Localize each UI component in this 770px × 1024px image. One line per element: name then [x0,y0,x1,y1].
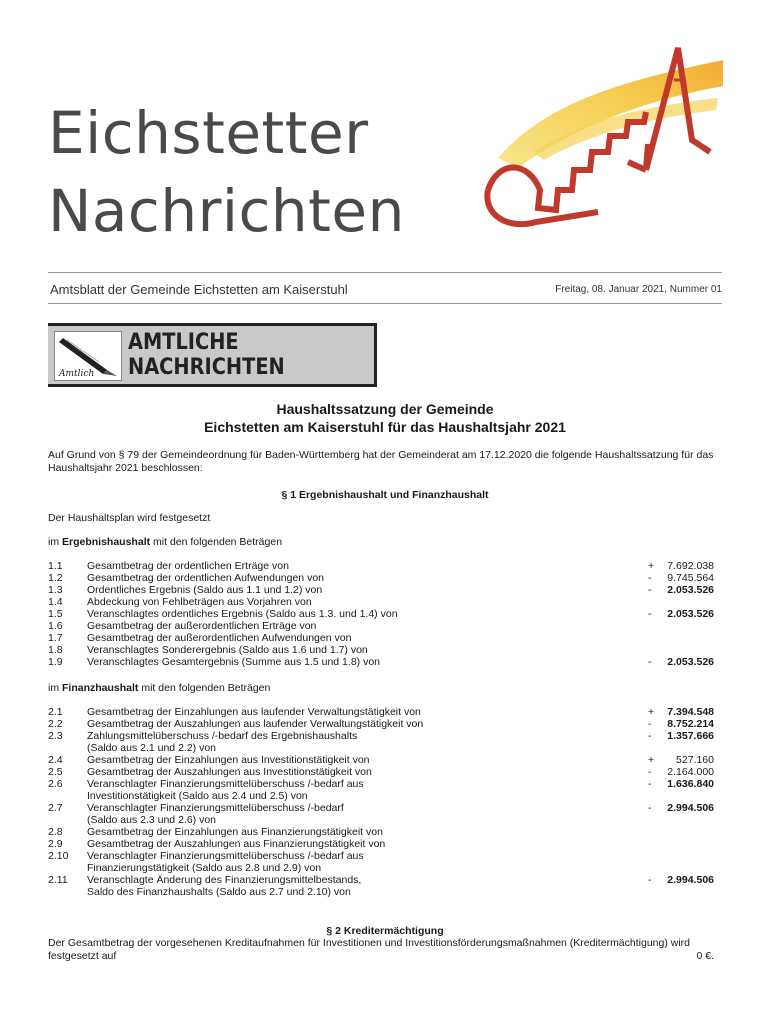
item-number: 1.7 [48,632,63,644]
item-number: 2.4 [48,754,63,766]
article-title-line2: Eichstetten am Kaiserstuhl für das Haushaltsjahr 2021 [204,419,566,435]
section2-heading: § 2 Kreditermächtigung [326,925,444,937]
banner-label [128,330,285,380]
masthead-title-line2: Nachrichten [48,177,405,245]
item-text: Gesamtbetrag der außerordentlichen Erträge von [87,620,317,632]
item-text: Zahlungsmittelüberschuss /-bedarf des Ergebnishaushalts (Saldo aus 2.1 und 2.2) von [87,730,358,755]
item-text: Veranschlagtes Sonderergebnis (Saldo aus 1.6 und 1.7) von [87,644,368,656]
section2-text: Der Gesamtbetrag der vorgesehenen Kreditaufnahmen für Investitionen und Investitionsförderungsmaßnahmen (Kreditermächtigung) wird festgesetzt auf [48,937,691,962]
item-value: 2.053.526 [667,608,714,620]
list-item [48,826,722,838]
finanz-intro-suffix: mit den folgenden Beträgen [138,682,271,694]
item-number: 1.4 [48,596,63,608]
item-text: Veranschlagtes ordentliches Ergebnis (Saldo aus 1.3. und 1.4) von [87,608,398,620]
item-text: Gesamtbetrag der Auszahlungen aus Investitionstätigkeit von [87,766,372,778]
list-item [48,596,722,608]
item-value: 9.745.564 [667,572,714,584]
item-text: Gesamtbetrag der Auszahlungen aus laufender Verwaltungstätigkeit von [87,718,424,730]
item-text: Gesamtbetrag der ordentlichen Aufwendungen von [87,572,324,584]
item-sign: - [648,718,652,730]
list-item [48,850,722,875]
item-value: 7.394.548 [667,706,714,718]
item-number: 2.10 [48,850,69,862]
item-number: 2.9 [48,838,63,850]
article-intro: Auf Grund von § 79 der Gemeindeordnung für Baden-Württemberg hat der Gemeinderat am 17.12.2020 die folgende Haushaltssatzung für das Haushaltsjahr 2021 beschlossen: [48,449,714,474]
item-text: Gesamtbetrag der Einzahlungen aus laufender Verwaltungstätigkeit von [87,706,421,718]
item-value: 2.164.000 [667,766,714,778]
section1-heading: § 1 Ergebnishaushalt und Finanzhaushalt [281,489,489,501]
ergebnis-intro-bold: Ergebnishaushalt [62,536,151,548]
plan-text: Der Haushaltsplan wird festgesetzt [48,512,211,524]
item-number: 1.9 [48,656,63,668]
item-text: Gesamtbetrag der ordentlichen Erträge von [87,560,289,572]
list-item [48,838,722,850]
list-item [48,718,722,730]
finanz-intro-bold: Finanzhaushalt [62,682,139,694]
item-text: Veranschlagte Änderung des Finanzierungsmittelbestands, Saldo des Finanzhaushalts (Saldo aus 2.7 und 2.10) von [87,874,362,899]
list-item [48,620,722,632]
item-value: 2.053.526 [667,584,714,596]
item-number: 1.6 [48,620,63,632]
item-value: 2.053.526 [667,656,714,668]
item-value: 7.692.038 [667,560,714,572]
banner-line1: AMTLICHE [128,330,239,355]
masthead-rule-top [48,272,722,273]
ergebnis-intro [48,536,282,548]
list-item [48,730,722,755]
item-text: Gesamtbetrag der außerordentlichen Aufwendungen von [87,632,352,644]
item-text: Veranschlagtes Gesamtergebnis (Summe aus 1.5 und 1.8) von [87,656,380,668]
ergebnis-intro-prefix: im [48,536,62,548]
item-number: 1.8 [48,644,63,656]
item-text: Gesamtbetrag der Auszahlungen aus Finanzierungstätigkeit von [87,838,386,850]
masthead-subtitle: Amtsblatt der Gemeinde Eichstetten am Kaiserstuhl [50,282,348,297]
list-item [48,644,722,656]
item-number: 2.5 [48,766,63,778]
list-item [48,754,722,766]
item-text: Veranschlagter Finanzierungsmittelüberschuss /-bedarf aus Investitionstätigkeit (Saldo aus 2.4 und 2.5) von [87,778,364,803]
finanz-intro-prefix: im [48,682,62,694]
article-title-line1: Haushaltssatzung der Gemeinde [276,401,494,417]
item-text: Gesamtbetrag der Einzahlungen aus Investitionstätigkeit von [87,754,370,766]
list-item [48,874,722,899]
town-logo-icon [478,40,728,240]
item-sign: - [648,766,652,778]
ergebnis-intro-suffix: mit den folgenden Beträgen [150,536,283,548]
item-sign: - [648,584,652,596]
item-sign: - [648,778,652,790]
item-sign: - [648,572,652,584]
item-text: Abdeckung von Fehlbeträgen aus Vorjahren von [87,596,312,608]
list-item [48,706,722,718]
item-number: 1.1 [48,560,63,572]
item-value: 8.752.214 [667,718,714,730]
list-item [48,560,722,572]
item-text: Ordentliches Ergebnis (Saldo aus 1.1 und 1.2) von [87,584,323,596]
item-value: 1.357.666 [667,730,714,742]
item-value: 527.160 [676,754,714,766]
masthead-title-line1: Eichstetter [48,99,369,167]
item-number: 2.2 [48,718,63,730]
list-item [48,608,722,620]
item-sign: + [648,754,655,766]
list-item [48,584,722,596]
item-number: 2.3 [48,730,63,742]
masthead-rule-bottom [48,303,722,304]
item-number: 2.1 [48,706,63,718]
item-text: Gesamtbetrag der Einzahlungen aus Finanzierungstätigkeit von [87,826,383,838]
item-sign: - [648,730,652,742]
item-sign: - [648,656,652,668]
item-text: Veranschlagter Finanzierungsmittelüberschuss /-bedarf (Saldo aus 2.3 und 2.6) von [87,802,344,827]
list-item [48,778,722,803]
section2-value: 0 €. [696,950,714,962]
item-text: Veranschlagter Finanzierungsmittelüberschuss /-bedarf aus Finanzierungstätigkeit (Saldo aus 2.8 und 2.9) von [87,850,364,875]
item-value: 1.636.840 [667,778,714,790]
icon-caption: Amtlich [59,369,95,379]
item-number: 2.6 [48,778,63,790]
item-value: 2.994.506 [667,874,714,886]
item-sign: + [648,560,655,572]
item-number: 2.11 [48,874,68,886]
item-number: 1.3 [48,584,63,596]
list-item [48,656,722,668]
list-item [48,802,722,827]
item-sign: - [648,802,652,814]
masthead-subline [50,282,722,300]
item-number: 2.8 [48,826,63,838]
amtliche-nachrichten-banner [48,323,377,387]
item-number: 1.5 [48,608,63,620]
issue-date: Freitag, 08. Januar 2021, Nummer 01 [555,284,722,295]
item-sign: + [648,706,655,718]
list-item [48,572,722,584]
list-item [48,632,722,644]
list-item [48,766,722,778]
banner-line2: NACHRICHTEN [128,355,285,380]
item-sign: - [648,874,652,886]
item-number: 1.2 [48,572,63,584]
item-number: 2.7 [48,802,63,814]
item-value: 2.994.506 [667,802,714,814]
finanz-intro [48,682,270,694]
fountain-pen-icon [54,331,122,381]
item-sign: - [648,608,652,620]
